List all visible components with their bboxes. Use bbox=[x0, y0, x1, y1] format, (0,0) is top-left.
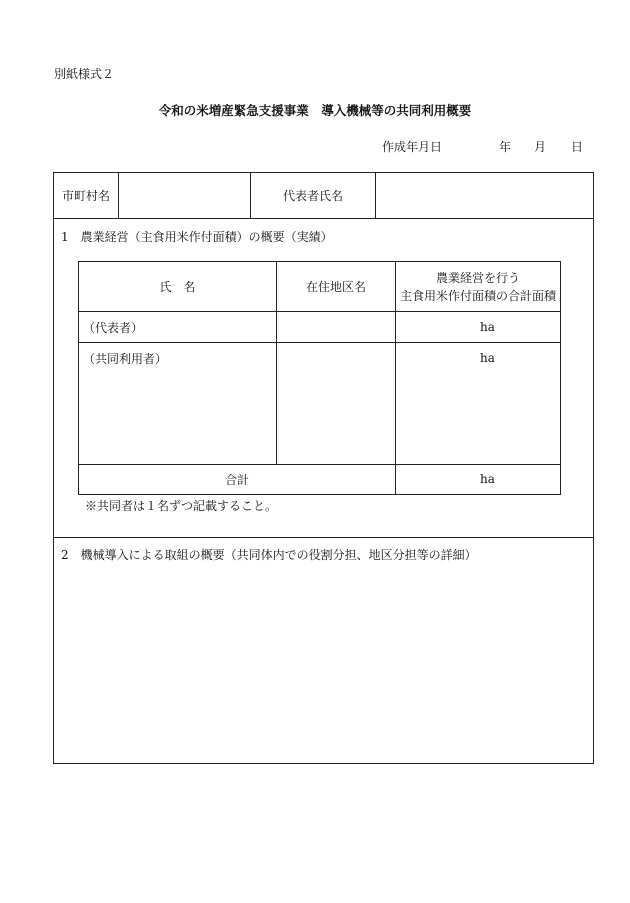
col-header-total-line1: 農業経営を行う bbox=[435, 271, 520, 285]
date-month-label: 月 bbox=[534, 140, 547, 154]
representative-name-field[interactable] bbox=[376, 173, 593, 218]
col-header-total-line2: 主食用米作付面積の合計面積 bbox=[399, 289, 556, 303]
col-header-name: 氏 名 bbox=[159, 280, 196, 294]
representative-district-field[interactable] bbox=[277, 312, 395, 342]
representative-area-unit: ha bbox=[480, 320, 495, 334]
date-day-label: 日 bbox=[571, 140, 584, 154]
date-year-label: 年 bbox=[499, 140, 512, 154]
col-header-total-area bbox=[396, 269, 560, 305]
creation-date-label: 作成年月日 bbox=[382, 140, 443, 154]
form-frame bbox=[53, 172, 594, 764]
section1-heading: 1 農業経営（主食用米作付面積）の概要（実績） bbox=[61, 230, 333, 244]
representative-label: 代表者氏名 bbox=[282, 189, 343, 203]
row-co-users-label: （共同利用者） bbox=[83, 352, 168, 366]
section2-details-area[interactable] bbox=[61, 568, 586, 758]
municipality-field[interactable] bbox=[119, 173, 250, 218]
col-header-district: 在住地区名 bbox=[305, 280, 366, 294]
farming-summary-table bbox=[78, 261, 561, 495]
co-users-area-unit: ha bbox=[480, 351, 495, 365]
form-number: 別紙様式２ bbox=[54, 67, 115, 81]
co-users-district-field[interactable] bbox=[277, 343, 395, 464]
total-area-unit: ha bbox=[480, 472, 495, 486]
row-representative-label: （代表者） bbox=[83, 321, 144, 335]
page-title: 令和の米増産緊急支援事業 導入機械等の共同利用概要 bbox=[158, 103, 472, 118]
municipality-label: 市町村名 bbox=[61, 189, 110, 203]
section1-note: ※共同者は１名ずつ記載すること。 bbox=[85, 499, 278, 513]
total-label: 合計 bbox=[224, 473, 249, 487]
section2-heading: 2 機械導入による取組の概要（共同体内での役割分担、地区分担等の詳細） bbox=[61, 548, 477, 562]
